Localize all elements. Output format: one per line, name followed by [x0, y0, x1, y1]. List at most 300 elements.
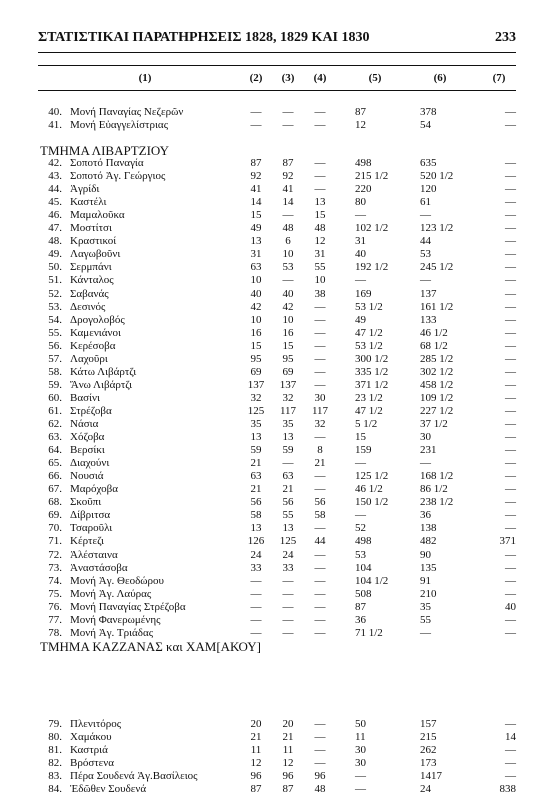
- cell-col-3: 13: [282, 522, 294, 535]
- row-number: 43.: [48, 170, 62, 183]
- row-number: 72.: [48, 548, 62, 561]
- cell-col-4: —: [314, 483, 326, 496]
- place-name: Μονή Παναγίας Νεζερῶν: [70, 106, 184, 118]
- cell-col-7: —: [505, 718, 516, 730]
- place-name: Νάσια: [70, 418, 99, 430]
- cell-col-6: 109 1/2: [420, 391, 454, 404]
- place-name: Πλενιτόρος: [70, 718, 122, 730]
- cell-col-2: 49: [250, 222, 262, 235]
- cell-col-3: 56: [282, 496, 294, 509]
- row-number: 63.: [48, 431, 62, 444]
- cell-col-3: 12: [282, 757, 294, 770]
- cell-col-4: —: [314, 157, 326, 169]
- row-number: 41.: [48, 119, 62, 132]
- cell-col-6: 1417: [420, 770, 442, 783]
- place-name: Βρόστενα: [70, 757, 115, 770]
- cell-col-4: —: [314, 757, 326, 770]
- cell-col-7: —: [505, 248, 516, 261]
- cell-col-7: —: [505, 209, 516, 222]
- cell-col-3: 32: [282, 391, 294, 404]
- row-number: 73.: [48, 561, 62, 574]
- row-number: 77.: [48, 613, 62, 626]
- column-header-5: (5): [368, 72, 382, 84]
- cell-col-4: —: [314, 626, 326, 639]
- table-row: [0, 327, 550, 340]
- section-heading: ΤΜΗΜΑ ΚΑΖΖΑΝΑΣ και ΧΑΜ[ΑΚΟΥ]: [40, 638, 262, 654]
- row-number: 83.: [48, 770, 62, 783]
- cell-col-2: 42: [250, 300, 262, 313]
- cell-col-4: —: [314, 587, 326, 600]
- cell-col-4: 31: [314, 248, 326, 261]
- cell-col-6: 210: [420, 587, 437, 600]
- cell-col-7: —: [505, 444, 516, 457]
- cell-col-3: 117: [279, 404, 297, 417]
- table-row: [0, 744, 550, 757]
- cell-col-4: —: [314, 613, 326, 626]
- table-row: [0, 274, 550, 287]
- cell-col-7: —: [505, 235, 516, 248]
- place-name: Κάνταλος: [70, 274, 114, 287]
- cell-col-6: 215: [420, 731, 437, 744]
- table-row: [0, 170, 550, 183]
- cell-col-7: —: [505, 287, 516, 300]
- cell-col-4: —: [314, 378, 326, 391]
- cell-col-4: 15: [314, 209, 326, 222]
- cell-col-3: 63: [282, 470, 294, 483]
- cell-col-4: —: [314, 313, 326, 326]
- row-number: 50.: [48, 261, 62, 274]
- cell-col-5: 15: [355, 431, 366, 444]
- place-name: Καστέλι: [70, 196, 107, 209]
- cell-col-3: 14: [282, 196, 294, 209]
- row-number: 51.: [48, 274, 62, 287]
- table-row: [0, 314, 550, 327]
- cell-col-5: 47 1/2: [355, 404, 383, 417]
- cell-col-2: 137: [247, 378, 265, 391]
- cell-col-2: 69: [250, 365, 262, 378]
- place-name: Βασίνι: [70, 391, 100, 404]
- cell-col-6: 46 1/2: [420, 326, 448, 339]
- cell-col-6: 68 1/2: [420, 339, 448, 352]
- cell-col-4: —: [314, 574, 326, 587]
- cell-col-4: —: [314, 744, 326, 757]
- cell-col-7: —: [505, 587, 516, 600]
- row-number: 53.: [48, 300, 62, 313]
- cell-col-4: 48: [314, 783, 326, 796]
- cell-col-4: —: [314, 183, 326, 196]
- cell-col-6: 635: [420, 157, 437, 169]
- table-row: [0, 535, 550, 548]
- cell-col-6: 53: [420, 248, 431, 261]
- place-name: Νουσιά: [70, 470, 104, 483]
- cell-col-7: —: [505, 170, 516, 183]
- cell-col-2: 16: [250, 326, 262, 339]
- cell-col-5: 150 1/2: [355, 496, 389, 509]
- cell-col-2: 125: [247, 404, 265, 417]
- cell-col-2: 15: [250, 209, 262, 222]
- cell-col-6: —: [420, 457, 431, 470]
- place-name: Διαχούνι: [70, 457, 110, 470]
- table-row: [0, 783, 550, 796]
- row-number: 46.: [48, 209, 62, 222]
- cell-col-6: 302 1/2: [420, 365, 454, 378]
- cell-col-4: 96: [314, 770, 326, 783]
- table-row: [0, 522, 550, 535]
- cell-col-3: 10: [282, 248, 294, 261]
- cell-col-5: 104 1/2: [355, 574, 389, 587]
- cell-col-7: —: [505, 522, 516, 535]
- place-name: Σαβανάς: [70, 287, 109, 300]
- cell-col-2: 31: [250, 248, 262, 261]
- table-row: [0, 549, 550, 562]
- cell-col-4: 44: [314, 535, 326, 548]
- table-row: [0, 261, 550, 274]
- cell-col-4: 12: [314, 235, 326, 248]
- cell-col-5: 371 1/2: [355, 378, 389, 391]
- cell-col-5: 53 1/2: [355, 339, 383, 352]
- cell-col-6: —: [420, 274, 431, 287]
- cell-col-5: 498: [355, 535, 372, 548]
- place-name: Πέρα Σουδενά Ἁγ.Βασίλειος: [70, 770, 198, 783]
- cell-col-6: 138: [420, 522, 437, 535]
- table-row: [0, 509, 550, 522]
- cell-col-5: 300 1/2: [355, 352, 389, 365]
- column-header-4: (4): [313, 72, 327, 84]
- table-row: [0, 444, 550, 457]
- row-number: 49.: [48, 248, 62, 261]
- cell-col-5: 50: [355, 718, 366, 730]
- place-name: Κέρτεζι: [70, 535, 104, 548]
- cell-col-5: 30: [355, 744, 366, 757]
- row-number: 58.: [48, 365, 62, 378]
- cell-col-2: 35: [250, 418, 262, 430]
- row-number: 52.: [48, 287, 62, 300]
- cell-col-3: 96: [282, 770, 294, 783]
- cell-col-3: 40: [282, 287, 294, 300]
- cell-col-2: 33: [250, 561, 262, 574]
- cell-col-4: —: [314, 352, 326, 365]
- row-number: 74.: [48, 574, 62, 587]
- place-name: Κάτω Λιβάρτζι: [70, 365, 137, 378]
- cell-col-5: 46 1/2: [355, 483, 383, 496]
- cell-col-6: 133: [420, 313, 437, 326]
- table-row: [0, 183, 550, 196]
- cell-col-2: 63: [250, 261, 262, 274]
- column-header-1: (1): [138, 72, 152, 84]
- cell-col-5: 87: [355, 106, 366, 118]
- table-row: [0, 575, 550, 588]
- cell-col-5: 508: [355, 587, 372, 600]
- cell-col-2: —: [250, 626, 262, 639]
- cell-col-5: 40: [355, 248, 366, 261]
- cell-col-5: 31: [355, 235, 366, 248]
- row-number: 76.: [48, 600, 62, 613]
- cell-col-4: —: [314, 326, 326, 339]
- cell-col-2: 92: [250, 170, 262, 183]
- table-row: [0, 601, 550, 614]
- cell-col-2: 41: [250, 183, 262, 196]
- cell-col-4: 55: [314, 261, 326, 274]
- cell-col-2: —: [250, 574, 262, 587]
- table-row: [0, 288, 550, 301]
- cell-col-2: 87: [250, 157, 262, 169]
- place-name: Καμενιάνοι: [70, 326, 121, 339]
- cell-col-3: 55: [282, 509, 294, 522]
- section-heading: ΤΜΗΜΑ ΛΙΒΑΡΤΖΙΟΥ: [40, 143, 170, 158]
- row-number: 71.: [48, 535, 62, 548]
- place-name: Ἐδῶθεν Σουδενά: [70, 783, 147, 796]
- cell-col-7: —: [505, 483, 516, 496]
- cell-col-6: 378: [420, 106, 437, 118]
- cell-col-6: 227 1/2: [420, 404, 454, 417]
- cell-col-3: 137: [279, 378, 297, 391]
- cell-col-3: —: [282, 274, 294, 287]
- cell-col-7: —: [505, 326, 516, 339]
- cell-col-2: 126: [247, 535, 265, 548]
- cell-col-5: 49: [355, 313, 366, 326]
- place-name: Λαγωβοῦνι: [70, 248, 121, 261]
- cell-col-6: 231: [420, 444, 437, 457]
- place-name: Σερμπάνι: [70, 261, 112, 274]
- cell-col-5: 215 1/2: [355, 170, 389, 183]
- row-number: 48.: [48, 235, 62, 248]
- cell-col-7: —: [505, 757, 516, 770]
- table-row: [0, 392, 550, 405]
- cell-col-7: —: [505, 626, 516, 639]
- cell-col-6: 137: [420, 287, 437, 300]
- row-number: 70.: [48, 522, 62, 535]
- place-name: Μονή Ἁγ. Λαύρας: [70, 587, 152, 600]
- row-number: 59.: [48, 378, 62, 391]
- cell-col-6: 135: [420, 561, 437, 574]
- cell-col-4: 8: [317, 444, 323, 457]
- cell-col-6: —: [420, 209, 431, 222]
- place-name: Μαμαλοῦκα: [70, 209, 125, 222]
- row-number: 56.: [48, 339, 62, 352]
- cell-col-7: 40: [505, 600, 516, 613]
- cell-col-5: 52: [355, 522, 366, 535]
- cell-col-7: —: [505, 496, 516, 509]
- place-name: Ἄνω Λιβάρτζι: [70, 378, 133, 391]
- table-row: [0, 235, 550, 248]
- cell-col-2: 95: [250, 352, 262, 365]
- cell-col-7: —: [505, 418, 516, 430]
- row-number: 55.: [48, 326, 62, 339]
- cell-col-5: 192 1/2: [355, 261, 389, 274]
- cell-col-5: 125 1/2: [355, 470, 389, 483]
- cell-col-6: 36: [420, 509, 431, 522]
- cell-col-2: 13: [250, 235, 262, 248]
- column-header-7: (7): [492, 72, 506, 84]
- row-number: 60.: [48, 391, 62, 404]
- cell-col-5: 30: [355, 757, 366, 770]
- cell-col-2: 11: [250, 744, 262, 757]
- row-number: 67.: [48, 483, 62, 496]
- place-name: Χαμάκου: [70, 731, 112, 744]
- table-row: [0, 614, 550, 627]
- place-name: Μονή Εὐαγγελίστριας: [70, 119, 169, 132]
- cell-col-3: 11: [282, 744, 294, 757]
- cell-col-5: —: [355, 457, 366, 470]
- row-number: 47.: [48, 222, 62, 235]
- cell-col-7: —: [505, 457, 516, 470]
- cell-col-2: 21: [250, 457, 262, 470]
- cell-col-7: —: [505, 574, 516, 587]
- table-row: [0, 757, 550, 770]
- cell-col-7: —: [505, 196, 516, 209]
- cell-col-4: —: [314, 106, 326, 118]
- table-row: [0, 222, 550, 235]
- table-row: [0, 483, 550, 496]
- cell-col-5: 23 1/2: [355, 391, 383, 404]
- cell-col-6: 161 1/2: [420, 300, 454, 313]
- page-header: [38, 30, 516, 50]
- cell-col-3: 16: [282, 326, 294, 339]
- cell-col-6: 520 1/2: [420, 170, 454, 183]
- cell-col-6: 285 1/2: [420, 352, 454, 365]
- cell-col-2: 32: [250, 391, 262, 404]
- cell-col-7: —: [505, 352, 516, 365]
- cell-col-5: —: [355, 209, 366, 222]
- cell-col-7: —: [505, 339, 516, 352]
- cell-col-2: 56: [250, 496, 262, 509]
- cell-col-5: 36: [355, 613, 366, 626]
- cell-col-5: 169: [355, 287, 372, 300]
- cell-col-3: —: [282, 457, 294, 470]
- row-number: 64.: [48, 444, 62, 457]
- cell-col-5: 498: [355, 157, 372, 169]
- cell-col-3: 20: [282, 718, 294, 730]
- table-row: [0, 157, 550, 170]
- cell-col-7: —: [505, 548, 516, 561]
- place-name: Στρέζοβα: [70, 404, 112, 417]
- place-name: Μονή Φανερωμένης: [70, 613, 161, 626]
- row-number: 40.: [48, 106, 62, 118]
- cell-col-4: —: [314, 339, 326, 352]
- place-name: Ἀλέσταινα: [70, 548, 118, 561]
- table-row: [0, 405, 550, 418]
- cell-col-5: 11: [355, 731, 366, 744]
- cell-col-4: —: [314, 119, 326, 132]
- row-number: 45.: [48, 196, 62, 209]
- cell-col-7: 14: [505, 731, 516, 744]
- cell-col-5: 104: [355, 561, 372, 574]
- cell-col-3: 59: [282, 444, 294, 457]
- cell-col-7: —: [505, 300, 516, 313]
- cell-col-2: —: [250, 119, 262, 132]
- place-name: Μονή Παναγίας Στρέζοβα: [70, 600, 186, 613]
- cell-col-6: 90: [420, 548, 431, 561]
- cell-col-4: —: [314, 170, 326, 183]
- cell-col-6: 24: [420, 783, 431, 796]
- cell-col-2: —: [250, 106, 262, 118]
- cell-col-3: 42: [282, 300, 294, 313]
- cell-col-2: —: [250, 613, 262, 626]
- cell-col-4: 58: [314, 509, 326, 522]
- table-row: [0, 470, 550, 483]
- cell-col-3: 87: [282, 783, 294, 796]
- table-row: [0, 209, 550, 222]
- place-name: Τσαροῦλι: [70, 522, 113, 535]
- cell-col-3: —: [282, 106, 294, 118]
- place-name: Σκοῦπι: [70, 496, 102, 509]
- row-number: 79.: [48, 718, 62, 730]
- table-row: [0, 353, 550, 366]
- cell-col-5: 47 1/2: [355, 326, 383, 339]
- cell-col-7: —: [505, 274, 516, 287]
- place-name: Μοστίτσι: [70, 222, 112, 235]
- table-row: [0, 366, 550, 379]
- cell-col-3: 69: [282, 365, 294, 378]
- cell-col-3: 95: [282, 352, 294, 365]
- row-number: 68.: [48, 496, 62, 509]
- place-name: Δεσινός: [70, 300, 106, 313]
- cell-col-7: —: [505, 404, 516, 417]
- cell-col-4: 21: [314, 457, 326, 470]
- cell-col-5: 220: [355, 183, 372, 196]
- cell-col-3: 21: [282, 483, 294, 496]
- table-row: [0, 562, 550, 575]
- cell-col-2: 13: [250, 431, 262, 444]
- cell-col-2: 14: [250, 196, 262, 209]
- cell-col-6: 55: [420, 613, 431, 626]
- cell-col-3: 53: [282, 261, 294, 274]
- cell-col-6: 91: [420, 574, 431, 587]
- cell-col-4: 56: [314, 496, 326, 509]
- cell-col-4: 32: [314, 418, 326, 430]
- cell-col-7: —: [505, 365, 516, 378]
- place-name: Δίβριτσα: [70, 509, 111, 522]
- cell-col-2: —: [250, 587, 262, 600]
- cell-col-3: —: [282, 587, 294, 600]
- cell-col-2: 13: [250, 522, 262, 535]
- cell-col-7: —: [505, 119, 516, 132]
- cell-col-3: 13: [282, 431, 294, 444]
- cell-col-3: —: [282, 613, 294, 626]
- cell-col-4: —: [314, 718, 326, 730]
- cell-col-3: 33: [282, 561, 294, 574]
- cell-col-7: —: [505, 222, 516, 235]
- place-name: Ἀγρίδι: [70, 183, 100, 196]
- row-number: 61.: [48, 404, 62, 417]
- page-title: ΣΤΑΤΙΣΤΙΚΑΙ ΠΑΡΑΤΗΡΗΣΕΙΣ 1828, 1829 ΚΑΙ 1830: [38, 30, 370, 45]
- table-row: [0, 418, 550, 431]
- cell-col-5: 53: [355, 548, 366, 561]
- cell-col-6: 458 1/2: [420, 378, 454, 391]
- cell-col-5: —: [355, 274, 366, 287]
- header-rule: [38, 52, 516, 53]
- cell-col-6: 245 1/2: [420, 261, 454, 274]
- cell-col-5: 335 1/2: [355, 365, 389, 378]
- cell-col-3: 15: [282, 339, 294, 352]
- cell-col-4: 117: [311, 404, 329, 417]
- cell-col-2: 63: [250, 470, 262, 483]
- cell-col-7: 371: [499, 535, 516, 548]
- cell-col-3: 87: [282, 157, 294, 169]
- cell-col-3: 24: [282, 548, 294, 561]
- column-header-6: (6): [433, 72, 447, 84]
- cell-col-7: —: [505, 431, 516, 444]
- row-number: 81.: [48, 744, 62, 757]
- cell-col-5: 5 1/2: [355, 418, 378, 430]
- table-row: [0, 301, 550, 314]
- cell-col-6: 262: [420, 744, 437, 757]
- cell-col-4: —: [314, 561, 326, 574]
- row-number: 44.: [48, 183, 62, 196]
- cell-col-6: —: [420, 626, 431, 639]
- cell-col-7: —: [505, 509, 516, 522]
- cell-col-2: 40: [250, 287, 262, 300]
